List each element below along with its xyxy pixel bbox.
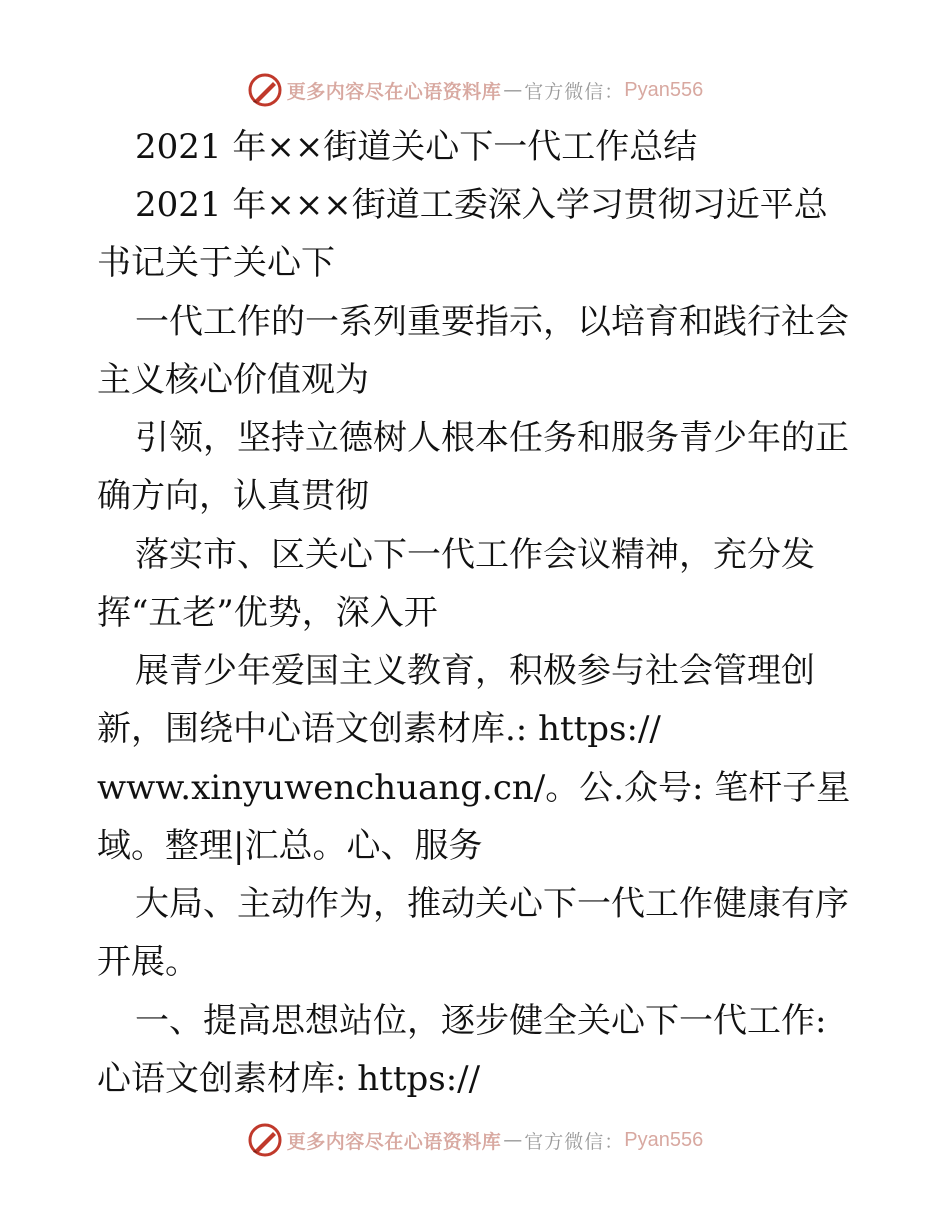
watermark-wechat-label: 官方微信： [524,80,625,103]
watermark-dash: — [503,79,523,101]
watermark-dash: — [503,1129,523,1151]
text-line: 域。整理|汇总。心、服务 [97,826,483,866]
text-line: 引领，坚持立德树人根本任务和服务青少年的正 [135,418,849,458]
text-line: 开展。 [97,942,199,982]
watermark-text: 更多内容尽在心语资料库 [286,80,502,103]
text-line: 落实市、区关心下一代工作会议精神，充分发 [135,535,815,575]
document-title: 2021 年××街道关心下一代工作总结 [135,127,698,167]
text-line: 挥“五老”优势，深入开 [97,593,438,633]
text-line: 展青少年爱国主义教育，积极参与社会管理创 [135,651,815,691]
text-line: 确方向，认真贯彻 [97,476,369,516]
footer-watermark [0,1120,950,1160]
text-line: 新，围绕中心语文创素材库.: https:// [97,709,661,749]
pen-logo-icon [247,72,283,108]
text-line: 心语文创素材库: https:// [97,1059,481,1099]
text-line: 大局、主动作为，推动关心下一代工作健康有序 [135,884,849,924]
watermark-wechat-id: Pyan556 [624,1128,704,1151]
text-line: 一代工作的一系列重要指示，以培育和践行社会 [135,302,849,342]
text-line: 2021 年×××街道工委深入学习贯彻习近平总 [135,185,828,225]
text-line: www.xinyuwenchuang.cn/。公.众号: 笔杆子星 [97,768,851,808]
section-heading: 一、提高思想站位，逐步健全关心下一代工作: [135,1001,827,1041]
pen-logo-icon [247,1122,283,1158]
watermark-wechat-label: 官方微信： [524,1130,625,1153]
text-line: 主义核心价值观为 [97,360,369,400]
text-line: 书记关于关心下 [97,243,335,283]
watermark-text: 更多内容尽在心语资料库 [286,1130,502,1153]
watermark-wechat-id: Pyan556 [624,78,704,101]
header-watermark [0,70,950,110]
